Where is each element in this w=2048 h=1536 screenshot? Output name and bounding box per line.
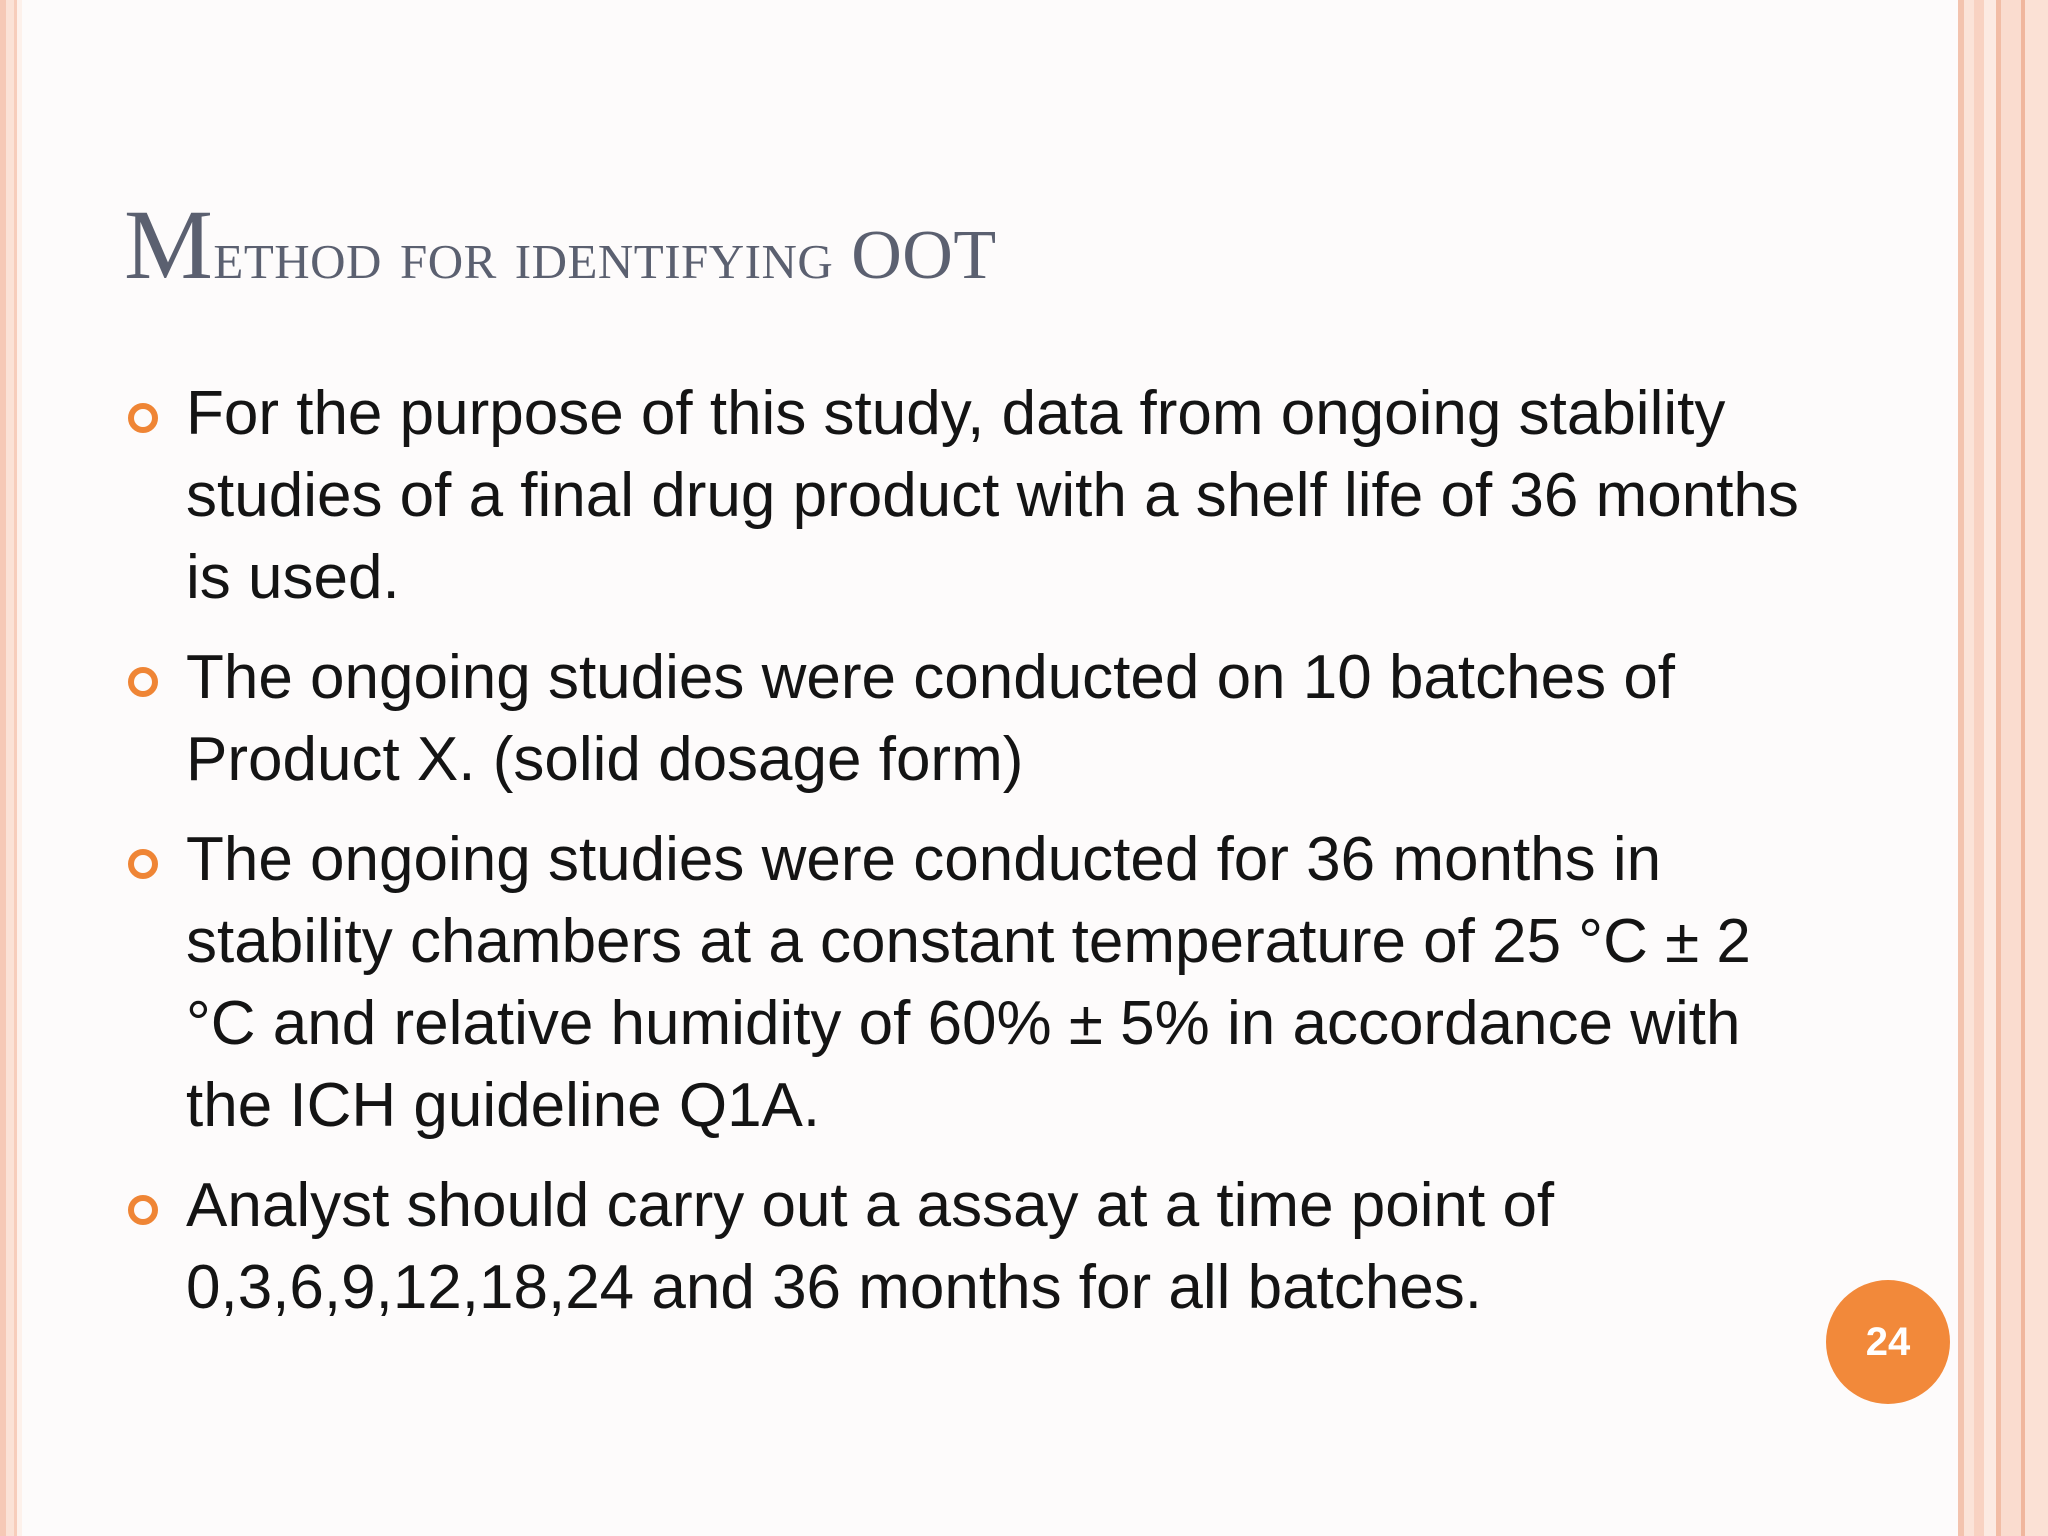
bullet-list <box>124 373 1804 1347</box>
ring-bullet-icon <box>128 403 158 433</box>
title-rest: ethod for identifying OOT <box>213 217 997 294</box>
page-number-badge: 24 <box>1826 1280 1950 1404</box>
bullet-text: For the purpose of this study, data from ongoing stability studies of a final drug product with a shelf life of 36 months is used. <box>186 379 1799 612</box>
title-initial: M <box>124 189 214 300</box>
right-border-stripes <box>1958 0 2048 1536</box>
bullet-item <box>124 1165 1804 1329</box>
bullet-text: The ongoing studies were conducted on 10 batches of Product X. (solid dosage form) <box>186 643 1676 794</box>
ring-bullet-icon <box>128 667 158 697</box>
bullet-item <box>124 373 1804 619</box>
left-border-stripe <box>0 0 22 1536</box>
bullet-text: The ongoing studies were conducted for 36 months in stability chambers at a constant temperature of 25 °C ± 2 °C and relative humidity of 60% ± 5% in accordance with the ICH guideline Q1A. <box>186 825 1751 1140</box>
ring-bullet-icon <box>128 1195 158 1225</box>
slide-title <box>124 190 1824 300</box>
bullet-item <box>124 819 1804 1147</box>
bullet-item <box>124 637 1804 801</box>
bullet-text: Analyst should carry out a assay at a time point of 0,3,6,9,12,18,24 and 36 months for all batches. <box>186 1171 1555 1322</box>
ring-bullet-icon <box>128 849 158 879</box>
